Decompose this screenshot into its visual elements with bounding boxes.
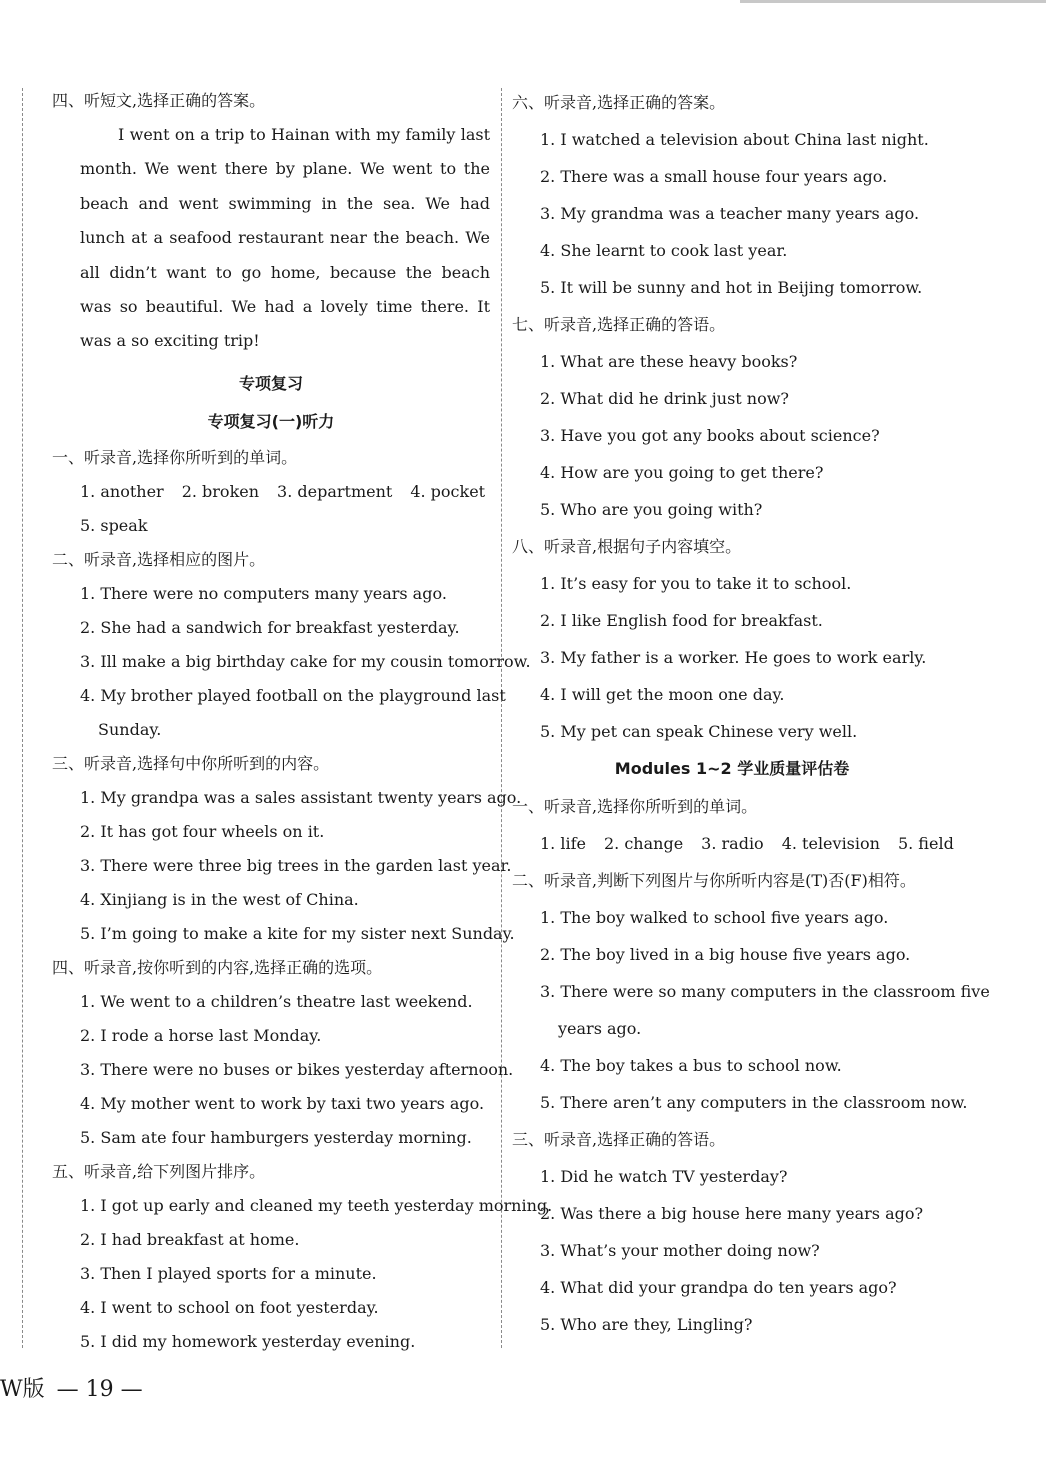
q2-item-continued: Sunday. xyxy=(98,719,162,739)
q7-item: 5. Who are you going with? xyxy=(540,500,763,519)
page-number: — 19 — xyxy=(56,1377,143,1402)
q4-item: 1. We went to a children’s theatre last weekend. xyxy=(80,991,473,1011)
q1-word: 2. broken xyxy=(181,481,260,501)
m1-title: 一、听录音,选择你所听到的单词。 xyxy=(512,797,758,816)
q3-item: 5. I’m going to make a kite for my sister next Sunday. xyxy=(80,923,515,943)
q1-word: 3. department xyxy=(277,481,393,501)
m3-title: 三、听录音,选择正确的答语。 xyxy=(512,1130,726,1149)
q5-item: 5. I did my homework yesterday evening. xyxy=(80,1331,416,1351)
q8-item: 1. It’s easy for you to take it to school. xyxy=(540,574,852,593)
q7-item: 4. How are you going to get there? xyxy=(540,463,824,482)
m2-item: 2. The boy lived in a big house five years ago. xyxy=(540,945,911,964)
right-column xyxy=(512,84,990,1343)
passage-text: I went on a trip to Hainan with my family last month. We went there by plane. We went to the beach and went swimming in the sea. We had lunch at a seafood restaurant near the beach. We all didn’t want to go home, because the beach was so beautiful. We had a lovely time there. It was a so exciting trip! xyxy=(80,125,490,351)
q2-item: 2. She had a sandwich for breakfast yesterday. xyxy=(80,617,460,637)
review-title: 专项复习 xyxy=(238,373,303,393)
q3-item: 4. Xinjiang is in the west of China. xyxy=(80,889,359,909)
edition-label: W版 xyxy=(0,1377,45,1402)
q5-item: 3. Then I played sports for a minute. xyxy=(80,1263,377,1283)
q4-item: 5. Sam ate four hamburgers yesterday morning. xyxy=(80,1127,472,1147)
m2-title: 二、听录音,判断下列图片与你所听内容是(T)否(F)相符。 xyxy=(512,871,916,890)
q5-title: 五、听录音,给下列图片排序。 xyxy=(52,1161,266,1181)
q7-item: 3. Have you got any books about science? xyxy=(540,426,880,445)
m2-item: 1. The boy walked to school five years ago. xyxy=(540,908,889,927)
q4-item: 2. I rode a horse last Monday. xyxy=(80,1025,322,1045)
m1-word: 1. life xyxy=(540,834,586,853)
q1-title: 一、听录音,选择你所听到的单词。 xyxy=(52,447,298,467)
q6-title: 六、听录音,选择正确的答案。 xyxy=(512,93,726,112)
q8-item: 5. My pet can speak Chinese very well. xyxy=(540,722,858,741)
left-column xyxy=(52,84,553,1359)
q5-item: 1. I got up early and cleaned my teeth yesterday morning. xyxy=(80,1195,553,1215)
q6-item: 2. There was a small house four years ago. xyxy=(540,167,888,186)
m3-item: 4. What did your grandpa do ten years ago? xyxy=(540,1278,897,1297)
q7-item: 2. What did he drink just now? xyxy=(540,389,789,408)
q7-item: 1. What are these heavy books? xyxy=(540,352,798,371)
q4-item: 3. There were no buses or bikes yesterday afternoon. xyxy=(80,1059,514,1079)
q4-item: 4. My mother went to work by taxi two years ago. xyxy=(80,1093,485,1113)
q6-item: 3. My grandma was a teacher many years ago. xyxy=(540,204,920,223)
q2-item: 4. My brother played football on the playground last xyxy=(80,685,506,705)
m2-item: 3. There were so many computers in the classroom five xyxy=(540,982,990,1001)
q2-item: 3. Ill make a big birthday cake for my cousin tomorrow. xyxy=(80,651,531,671)
q6-item: 4. She learnt to cook last year. xyxy=(540,241,788,260)
q8-title: 八、听录音,根据句子内容填空。 xyxy=(512,537,742,556)
m1-word-row xyxy=(512,825,952,862)
m3-item: 5. Who are they, Lingling? xyxy=(540,1315,753,1334)
q4-title: 四、听录音,按你听到的内容,选择正确的选项。 xyxy=(52,957,383,977)
q1-word: 5. speak xyxy=(80,515,148,535)
top-rule xyxy=(740,0,1046,3)
column-divider xyxy=(501,88,502,1348)
q3-title: 三、听录音,选择句中你所听到的内容。 xyxy=(52,753,330,773)
m1-word: 4. television xyxy=(781,834,880,853)
m1-word: 3. radio xyxy=(701,834,764,853)
modules-title: Modules 1~2 学业质量评估卷 xyxy=(614,759,850,778)
q2-title: 二、听录音,选择相应的图片。 xyxy=(52,549,266,569)
q8-item: 2. I like English food for breakfast. xyxy=(540,611,823,630)
m3-item: 1. Did he watch TV yesterday? xyxy=(540,1167,788,1186)
binding-dash-line xyxy=(22,88,23,1348)
q1-word-row xyxy=(52,475,490,509)
q1-word: 1. another xyxy=(80,481,164,501)
q6-item: 5. It will be sunny and hot in Beijing tomorrow. xyxy=(540,278,923,297)
review-subtitle: 专项复习(一)听力 xyxy=(207,411,335,431)
q3-item: 2. It has got four wheels on it. xyxy=(80,821,325,841)
q5-item: 2. I had breakfast at home. xyxy=(80,1229,300,1249)
m3-item: 3. What’s your mother doing now? xyxy=(540,1241,820,1260)
q8-item: 3. My father is a worker. He goes to work early. xyxy=(540,648,927,667)
section-4-title: 四、听短文,选择正确的答案。 xyxy=(52,91,266,110)
q5-item: 4. I went to school on foot yesterday. xyxy=(80,1297,379,1317)
m2-item: 4. The boy takes a bus to school now. xyxy=(540,1056,842,1075)
m2-item-continued: years ago. xyxy=(558,1019,642,1038)
q3-item: 1. My grandpa was a sales assistant twenty years ago. xyxy=(80,787,522,807)
m1-word: 5. field xyxy=(897,834,954,853)
q2-item: 1. There were no computers many years ago. xyxy=(80,583,447,603)
q3-item: 3. There were three big trees in the garden last year. xyxy=(80,855,512,875)
m3-item: 2. Was there a big house here many years ago? xyxy=(540,1204,924,1223)
page-footer xyxy=(0,1372,143,1403)
q7-title: 七、听录音,选择正确的答语。 xyxy=(512,315,726,334)
m1-word: 2. change xyxy=(603,834,684,853)
m2-item: 5. There aren’t any computers in the classroom now. xyxy=(540,1093,968,1112)
q8-item: 4. I will get the moon one day. xyxy=(540,685,785,704)
q1-word: 4. pocket xyxy=(410,481,486,501)
q6-item: 1. I watched a television about China last night. xyxy=(540,130,929,149)
